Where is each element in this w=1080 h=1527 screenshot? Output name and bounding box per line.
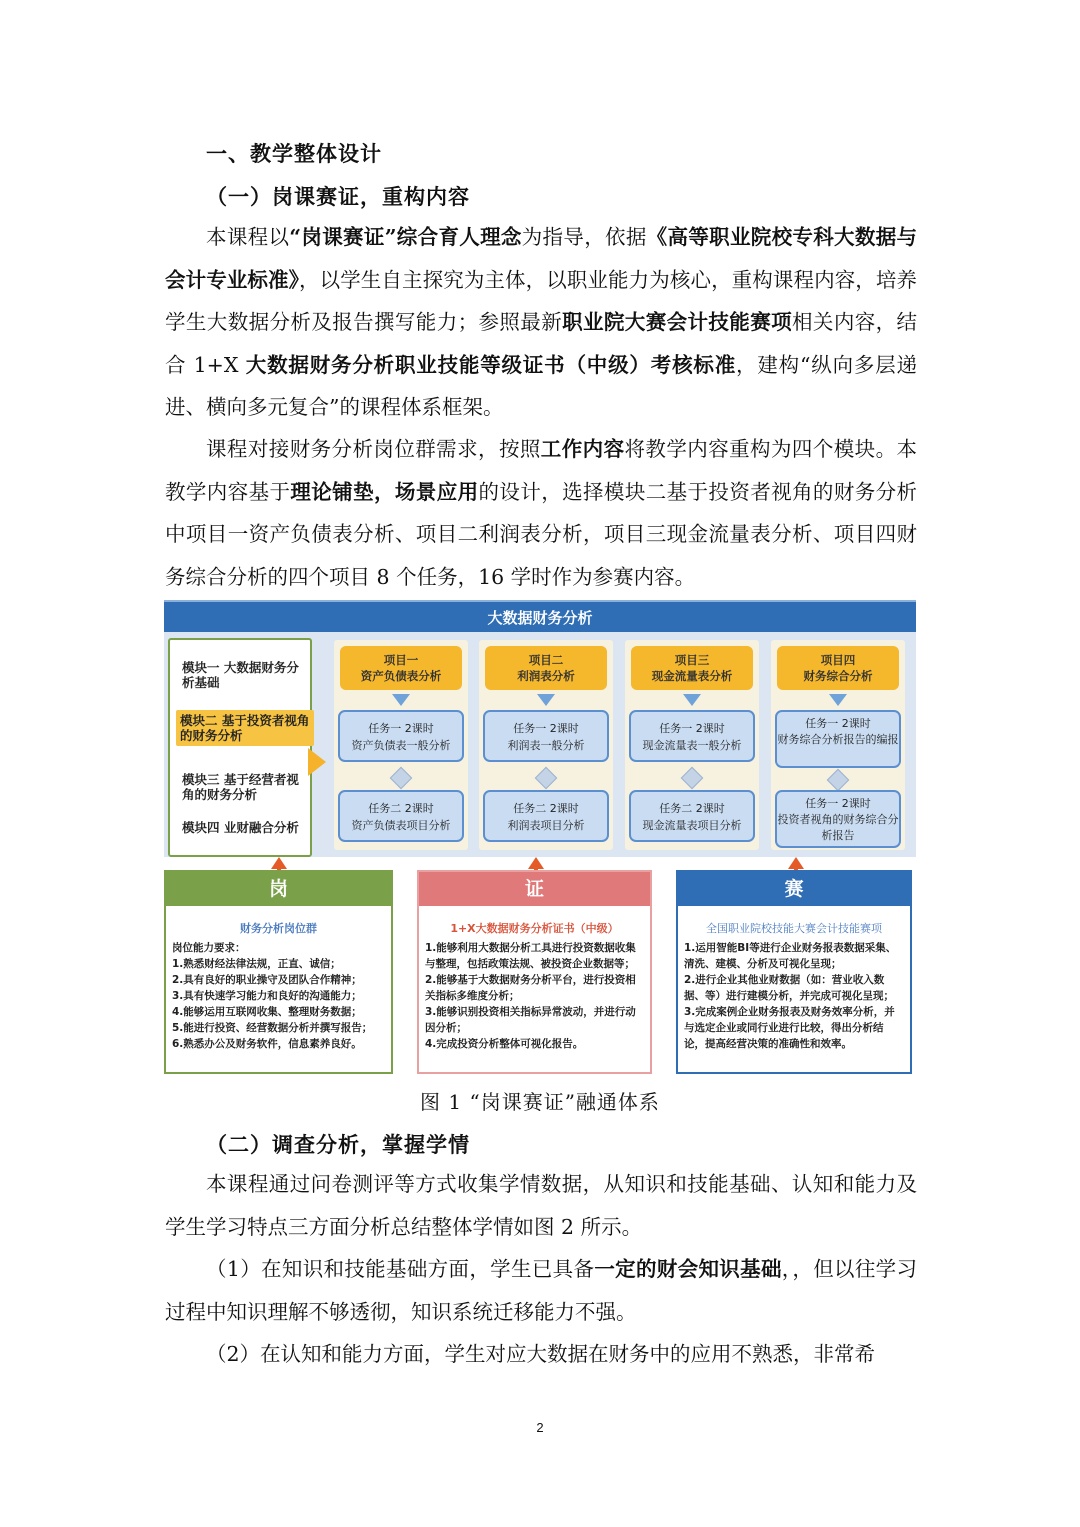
figure-caption: 图 1 “岗课赛证”融通体系	[420, 1090, 660, 1114]
bold-text: “岗课赛证”综合育人理念	[289, 225, 522, 249]
zheng-title: 1+X大数据财务分析证书（中级）	[450, 922, 619, 935]
figure-banner: 大数据财务分析	[164, 600, 916, 634]
gang-list	[166, 940, 391, 1052]
task-desc: 利润表项目分析	[507, 819, 585, 832]
task-2	[338, 790, 464, 842]
gang-box	[164, 870, 393, 1074]
task-title: 任务二 2课时	[368, 802, 434, 815]
framework-figure	[164, 600, 916, 1076]
zheng-box	[417, 870, 652, 1074]
page-number: 2	[536, 1420, 544, 1435]
text: （1）在知识和技能基础方面，学生已具备	[206, 1257, 595, 1281]
task-desc: 利润表一般分析	[507, 739, 585, 752]
task-2	[629, 790, 755, 842]
text: ，，但以往学习过程中知识理解不够透彻，知识系统迁移能力不强。	[165, 1257, 918, 1324]
list-item: 4.能够运用互联网收集、整理财务数据；	[172, 1006, 362, 1018]
subsection-title-2: （二）调查分析，掌握学情	[206, 1132, 470, 1157]
arrow-right-icon	[308, 748, 326, 776]
sai-title: 全国职业院校技能大赛会计技能赛项	[706, 922, 882, 935]
list-item: 1.能够利用大数据分析工具进行投资数据收集与整理，包括政策法规、被投资企业数据等；	[425, 942, 636, 970]
task-1	[775, 710, 901, 768]
paragraph-2	[165, 428, 917, 598]
sai-header: 赛	[678, 872, 910, 906]
task-desc: 投资者视角的财务综合分析报告	[777, 813, 899, 842]
list-item: 3.能够识别投资相关指标异常波动，并进行动因分析；	[425, 1006, 636, 1034]
list-item: 1.熟悉财经法律法规，正直、诚信；	[172, 958, 341, 970]
modules-area	[164, 632, 916, 857]
text: ，以学生自主探究为主体，以职业能力为核心，重构课程内容，培养学生大数据分析及报告撰写能力；参照最新	[165, 267, 918, 334]
task-desc: 资产负债表项目分析	[351, 819, 451, 832]
zheng-header: 证	[419, 872, 650, 906]
sai-list	[678, 940, 910, 1052]
list-item: 3.具有快速学习能力和良好的沟通能力；	[172, 990, 362, 1002]
task-title: 任务一 2课时	[805, 717, 871, 730]
sai-box	[676, 870, 912, 1074]
module-2-selected: 模块二 基于投资者视角的财务分析	[176, 710, 314, 746]
project-2	[479, 640, 613, 850]
task-2	[483, 790, 609, 842]
paragraph-5: （2）在认知和能力方面，学生对应大数据在财务中的应用不熟悉，非常希	[206, 1342, 876, 1366]
task-title: 任务一 2课时	[659, 722, 725, 735]
project-sub: 资产负债表分析	[360, 669, 442, 683]
task-title: 任务二 2课时	[513, 802, 579, 815]
project-name: 项目三	[674, 653, 710, 667]
project-3	[625, 640, 759, 850]
bold-text: 大数据财务分析职业技能等级证书（中级）考核标准	[245, 352, 737, 377]
diamond-icon	[390, 767, 413, 790]
gang-header: 岗	[166, 872, 391, 906]
project-sub: 财务综合分析	[803, 669, 873, 683]
task-desc: 现金流量表项目分析	[642, 819, 742, 832]
task-desc: 财务综合分析报告的编报	[777, 733, 899, 746]
list-item: 岗位能力要求：	[172, 942, 246, 954]
module-1: 模块一 大数据财务分析基础	[182, 660, 299, 690]
arrow-down-icon	[683, 694, 701, 706]
arrow-down-icon	[392, 694, 410, 706]
zheng-list	[419, 940, 650, 1052]
bold-text: 《高等职业院校专科大数据与会计专业标准》	[165, 225, 918, 292]
task-1	[629, 710, 755, 762]
text: ，建构“纵向多层递进、横向多元复合”的课程体系框架。	[165, 352, 918, 419]
task-1	[338, 710, 464, 762]
bold-text: 工作内容	[540, 437, 625, 461]
list-item: 3.完成案例企业财务报表及财务效率分析，并与选定企业或同行业进行比较，得出分析结论，提高经营决策的准确性和效率。	[684, 1006, 895, 1050]
diamond-icon	[535, 767, 558, 790]
module-column	[168, 638, 312, 857]
paragraph-4	[165, 1248, 917, 1333]
gang-title: 财务分析岗位群	[240, 922, 317, 935]
diamond-icon	[827, 769, 850, 792]
list-item: 6.熟悉办公及财务软件，信息素养良好。	[172, 1038, 362, 1050]
list-item: 2.具有良好的职业操守及团队合作精神；	[172, 974, 362, 986]
project-name: 项目一	[383, 653, 419, 667]
text: 将教学内容重构为四个模块。本教学内容基于	[165, 437, 918, 504]
section-heading: 一、教学整体设计	[206, 141, 382, 166]
bold-text: 职业院大赛会计技能赛项	[562, 310, 793, 334]
project-header	[340, 646, 462, 690]
task-2	[775, 790, 901, 848]
task-title: 任务一 2课时	[368, 722, 434, 735]
list-item: 5.能进行投资、经营数据分析并撰写报告；	[172, 1022, 373, 1034]
list-item: 4.完成投资分析整体可视化报告。	[425, 1038, 584, 1050]
text: 的设计，选择模块二基于投资者视角的财务分析中项目一资产负债表分析、项目二利润表分析，项目三现金流量表分析、项目四财务综合分析的四个项目 8 个任务，16 学时作为参赛内容。	[165, 479, 918, 589]
module-4: 模块四 业财融合分析	[182, 820, 299, 835]
project-header	[631, 646, 753, 690]
arrow-down-icon	[537, 694, 555, 706]
project-name: 项目二	[528, 653, 564, 667]
bold-text: 理论铺垫，场景应用	[290, 479, 479, 504]
module-3: 模块三 基于经营者视角的财务分析	[182, 772, 299, 802]
paragraph-1	[165, 216, 917, 429]
text: 为指导，依据	[521, 225, 647, 249]
paragraph-3: 本课程通过问卷测评等方式收集学情数据，从知识和技能基础、认知和能力及学生学习特点三方面分析总结整体学情如图 2 所示。	[165, 1172, 917, 1239]
project-name: 项目四	[820, 653, 856, 667]
task-title: 任务一 2课时	[513, 722, 579, 735]
project-4	[771, 640, 905, 850]
list-item: 2.能够基于大数据财务分析平台，进行投资相关指标多维度分析；	[425, 974, 636, 1002]
bold-text: 一定的财会知识基础	[594, 1257, 782, 1281]
list-item: 2.进行企业其他业财数据（如：营业收入数据、等）进行建模分析，并完成可视化呈现；	[684, 974, 894, 1002]
list-item: 1.运用智能BI等进行企业财务报表数据采集、清洗、建模、分析及可视化呈现；	[684, 942, 897, 970]
project-1	[334, 640, 468, 850]
text: 相关内容，结合 1+X	[165, 310, 918, 377]
subsection-title-1: （一）岗课赛证，重构内容	[206, 184, 470, 209]
arrow-down-icon	[829, 694, 847, 706]
project-sub: 现金流量表分析	[651, 669, 733, 683]
project-header	[485, 646, 607, 690]
task-title: 任务一 2课时	[805, 797, 871, 810]
task-1	[483, 710, 609, 762]
project-sub: 利润表分析	[517, 669, 575, 683]
diamond-icon	[681, 767, 704, 790]
text: 课程对接财务分析岗位群需求，按照	[206, 437, 541, 461]
task-desc: 现金流量表一般分析	[642, 739, 742, 752]
project-header	[777, 646, 899, 690]
task-title: 任务二 2课时	[659, 802, 725, 815]
task-desc: 资产负债表一般分析	[351, 739, 451, 752]
text: 本课程以	[206, 225, 290, 249]
